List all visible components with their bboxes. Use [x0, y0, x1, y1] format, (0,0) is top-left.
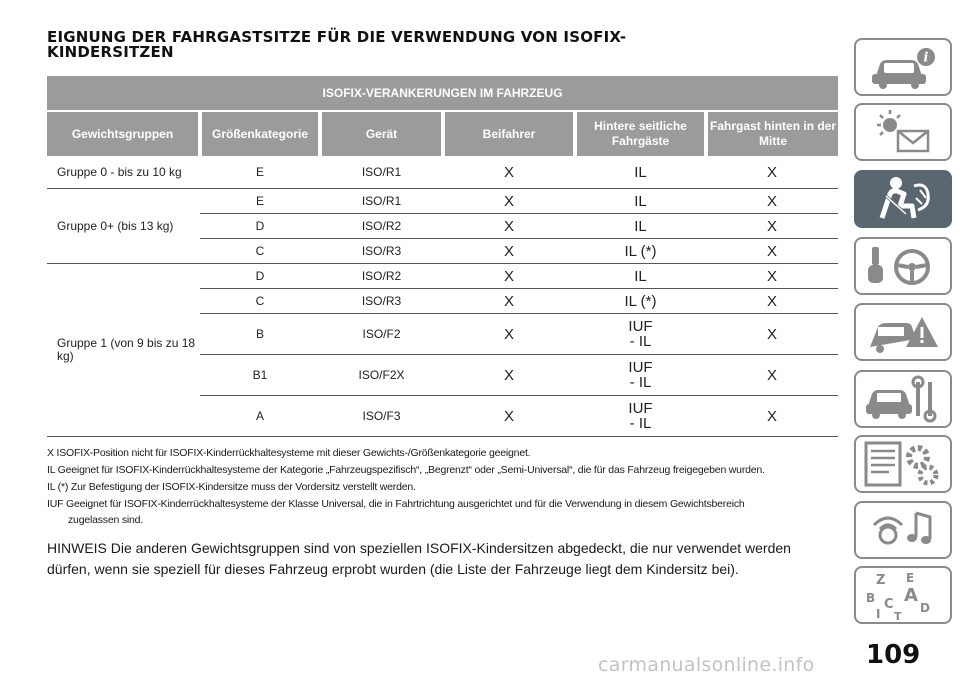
- tab-car-tools[interactable]: [854, 370, 952, 428]
- cell-front: X: [443, 189, 575, 214]
- table-caption: ISOFIX-VERANKERUNGEN IM FAHRZEUG: [47, 76, 838, 111]
- cell-rear-center: X: [706, 214, 838, 239]
- car-info-icon: [856, 40, 950, 94]
- index-letter: I: [876, 607, 881, 621]
- car-tools-icon: [856, 372, 950, 426]
- cell-device: ISO/F2: [320, 314, 443, 355]
- cell-rear-side: [575, 314, 706, 355]
- cell-device: ISO/R3: [320, 289, 443, 314]
- tab-seat-airbag[interactable]: [854, 170, 952, 228]
- cell-device: ISO/R1: [320, 189, 443, 214]
- cell-size: E: [200, 156, 320, 189]
- index-letter: B: [866, 591, 876, 605]
- index-letter: T: [894, 610, 902, 622]
- cell-size: E: [200, 189, 320, 214]
- car-warning-icon: [856, 305, 950, 359]
- header-rear-center: Fahrgast hinten in der Mitte: [706, 111, 838, 156]
- note-il-star: IL (*) Zur Befestigung der ISOFIX-Kindersitze muss der Vordersitz verstellt werden.: [47, 481, 416, 493]
- cell-device: ISO/R3: [320, 239, 443, 264]
- cell-front: X: [443, 355, 575, 396]
- index-letter: C: [884, 597, 894, 612]
- key-steering-wheel-icon: [856, 239, 950, 293]
- tab-car-warning[interactable]: [854, 303, 952, 361]
- multimedia-icon: [856, 503, 950, 557]
- cell-rear-side-line1: IUF: [628, 318, 653, 335]
- index-letter: E: [906, 571, 915, 585]
- seat-airbag-icon: [856, 172, 950, 226]
- cell-device: ISO/R1: [320, 156, 443, 189]
- cell-rear-side: IL: [575, 156, 706, 189]
- cell-rear-side-line2: - IL: [629, 374, 652, 391]
- cell-rear-side-line1: IUF: [628, 359, 653, 376]
- note-iuf: IUF Geeignet für ISOFIX-Kinderrückhaltesysteme der Klasse Universal, die in Fahrtrichtung ausgerichtet und für die Verwendung in diesem Gewichtsbereich: [47, 498, 745, 510]
- dashboard-lights-icon: [856, 105, 950, 159]
- index-letter: D: [920, 601, 930, 615]
- cell-size: A: [200, 396, 320, 437]
- cell-rear-center: X: [706, 396, 838, 437]
- header-weight-group: Gewichtsgruppen: [47, 111, 200, 156]
- group-label: Gruppe 0 - bis zu 10 kg: [47, 156, 200, 189]
- note-x: X ISOFIX-Position nicht für ISOFIX-Kinderrückhaltesysteme mit dieser Gewichts-/Größenkategorie geeignet.: [47, 447, 531, 459]
- cell-rear-side: IL (*): [575, 289, 706, 314]
- cell-rear-side: [575, 396, 706, 437]
- cell-front: X: [443, 156, 575, 189]
- cell-device: ISO/R2: [320, 264, 443, 289]
- cell-rear-side: IL (*): [575, 239, 706, 264]
- cell-device: ISO/F2X: [320, 355, 443, 396]
- cell-size: D: [200, 214, 320, 239]
- table-row: [47, 156, 838, 189]
- cell-rear-side: [575, 355, 706, 396]
- alphabet-index-icon: [856, 568, 950, 622]
- group-label: Gruppe 1 (von 9 bis zu 18 kg): [47, 264, 200, 437]
- hint-paragraph: HINWEIS Die anderen Gewichtsgruppen sind von speziellen ISOFIX-Kindersitzen abgedeckt, die nur verwendet werden dürfen, wenn sie speziell für dieses Fahrzeug erprobt wurden (die Liste der Fahrzeuge liegt dem Kindersitz bei).: [47, 540, 791, 577]
- table-row: [47, 264, 838, 289]
- page-title: EIGNUNG DER FAHRGASTSITZE FÜR DIE VERWENDUNG VON ISOFIX-KINDERSITZEN: [47, 28, 627, 61]
- isofix-table-container: [47, 76, 838, 437]
- cell-rear-center: X: [706, 264, 838, 289]
- cell-rear-center: X: [706, 156, 838, 189]
- cell-size: B: [200, 314, 320, 355]
- cell-size: D: [200, 264, 320, 289]
- legend-notes: [47, 445, 837, 527]
- group-label: Gruppe 0+ (bis 13 kg): [47, 189, 200, 264]
- cell-front: X: [443, 239, 575, 264]
- tab-key-steering-wheel[interactable]: [854, 237, 952, 295]
- watermark: carmanualsonline.info: [598, 654, 815, 676]
- cell-front: X: [443, 214, 575, 239]
- cell-rear-side: IL: [575, 189, 706, 214]
- cell-rear-side-line2: - IL: [629, 415, 652, 432]
- header-front-passenger: Beifahrer: [443, 111, 575, 156]
- isofix-suitability-table: [47, 76, 838, 437]
- note-il: IL Geeignet für ISOFIX-Kinderrückhaltesysteme der Kategorie „Fahrzeugspezifisch“, „Begrenzt“ oder „Semi-Universal“, die für das Fahrzeug freigegeben wurden.: [47, 464, 765, 476]
- header-size-category: Größenkategorie: [200, 111, 320, 156]
- cell-front: X: [443, 396, 575, 437]
- cell-rear-side-line1: IUF: [628, 400, 653, 417]
- tab-alphabet-index[interactable]: [854, 566, 952, 624]
- document-gears-icon: [856, 437, 950, 491]
- note-iuf-continued: zugelassen sind.: [68, 514, 144, 526]
- index-letter: A: [904, 585, 918, 606]
- tab-document-gears[interactable]: [854, 435, 952, 493]
- cell-front: X: [443, 289, 575, 314]
- cell-device: ISO/F3: [320, 396, 443, 437]
- cell-device: ISO/R2: [320, 214, 443, 239]
- table-row: [47, 189, 838, 214]
- cell-rear-center: X: [706, 289, 838, 314]
- cell-size: C: [200, 239, 320, 264]
- cell-rear-side: IL: [575, 214, 706, 239]
- cell-rear-center: X: [706, 314, 838, 355]
- cell-size: C: [200, 289, 320, 314]
- tab-dashboard-lights[interactable]: [854, 103, 952, 161]
- tab-car-info[interactable]: [854, 38, 952, 96]
- cell-rear-center: X: [706, 189, 838, 214]
- cell-front: X: [443, 314, 575, 355]
- cell-size: B1: [200, 355, 320, 396]
- cell-front: X: [443, 264, 575, 289]
- header-rear-side: Hintere seitliche Fahrgäste: [575, 111, 706, 156]
- cell-rear-side-line2: - IL: [629, 333, 652, 350]
- page-number: 109: [866, 640, 921, 670]
- tab-multimedia[interactable]: [854, 501, 952, 559]
- svg-text:i: i: [923, 50, 929, 66]
- cell-rear-center: X: [706, 239, 838, 264]
- cell-rear-center: X: [706, 355, 838, 396]
- index-letter: Z: [876, 573, 886, 588]
- cell-rear-side: IL: [575, 264, 706, 289]
- header-device: Gerät: [320, 111, 443, 156]
